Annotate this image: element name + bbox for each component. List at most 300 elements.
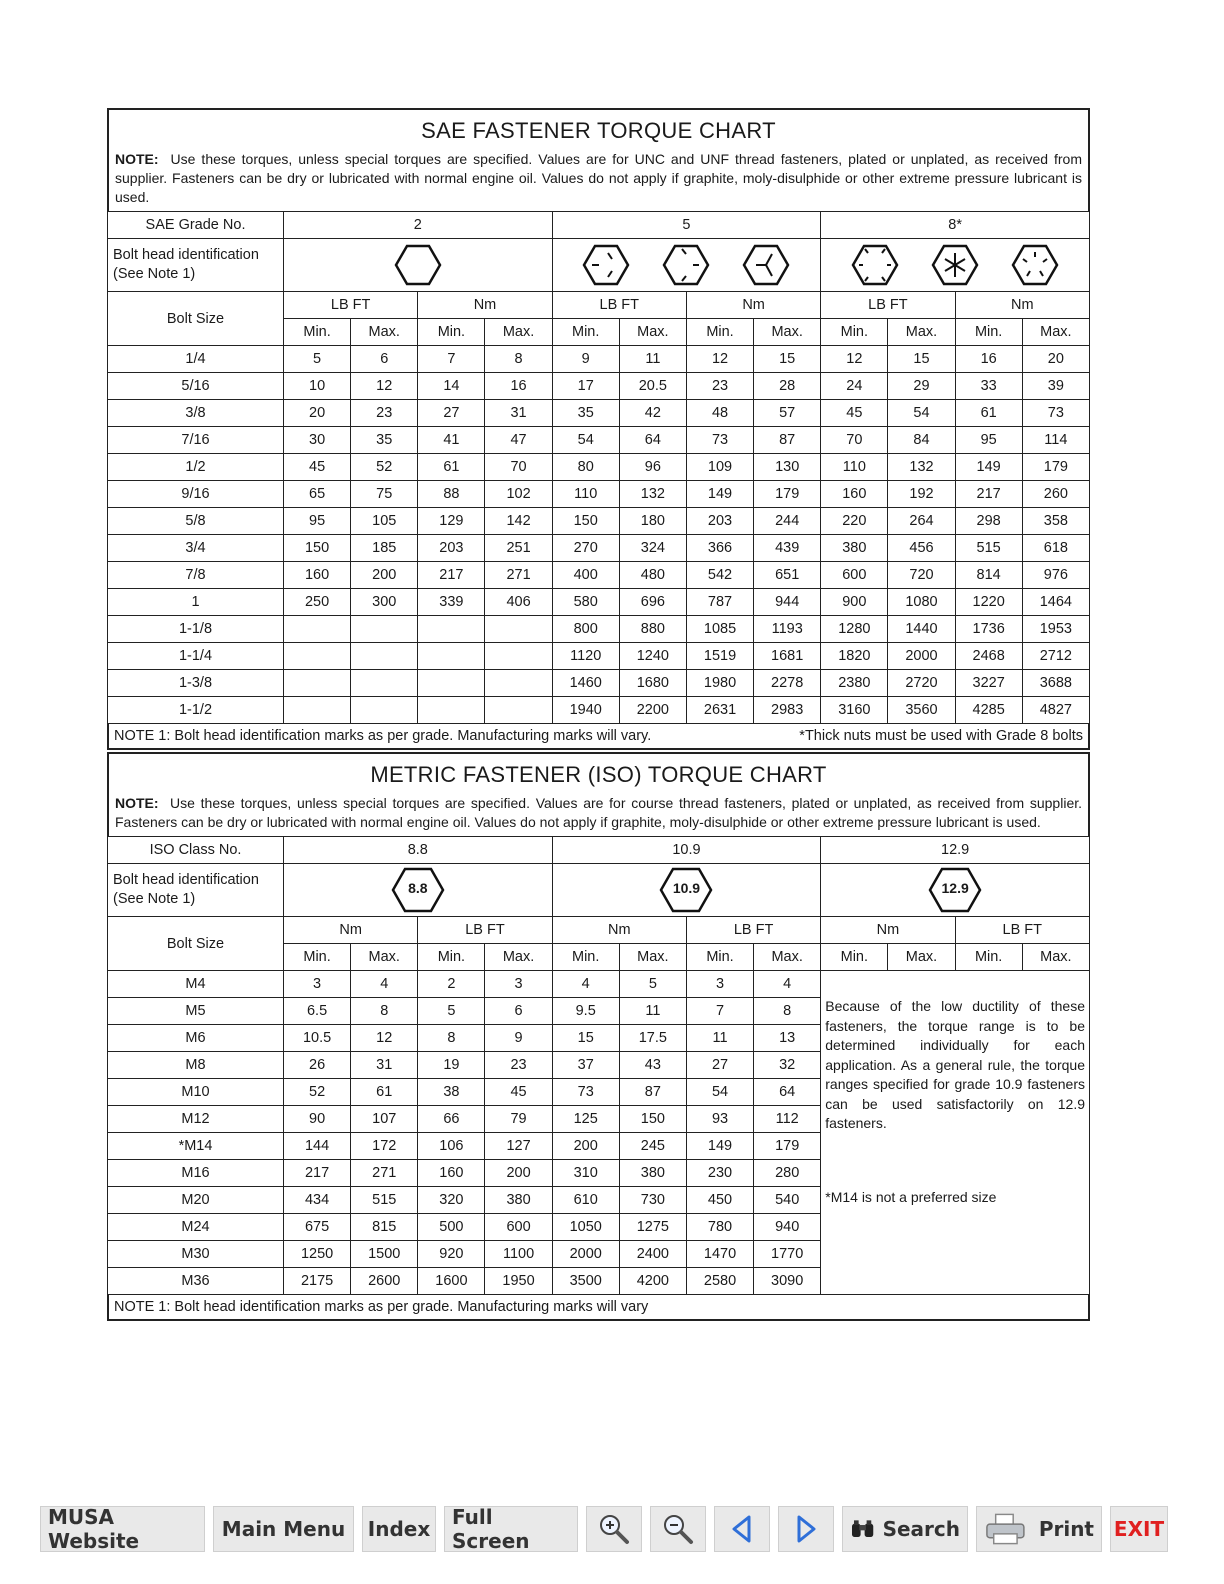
torque-value-cell: 132: [619, 481, 686, 508]
torque-value-cell: 87: [754, 427, 821, 454]
torque-value-cell: 95: [955, 427, 1022, 454]
hex-8-8-icon: [391, 867, 445, 913]
torque-value-cell: 814: [955, 562, 1022, 589]
min-label: Min.: [821, 944, 888, 971]
torque-value-cell: 96: [619, 454, 686, 481]
torque-value-cell: 26: [284, 1052, 351, 1079]
torque-value-cell: 1275: [619, 1214, 686, 1241]
sae-grade-8: 8*: [821, 212, 1090, 239]
grade-8-bolt-heads: [821, 239, 1090, 292]
torque-value-cell: 298: [955, 508, 1022, 535]
torque-value-cell: [485, 670, 552, 697]
sae-bolt-head-label: Bolt head identification (See Note 1): [108, 239, 284, 292]
sae-grade-label: SAE Grade No.: [108, 212, 284, 239]
torque-value-cell: [351, 616, 418, 643]
torque-chart-sheet: [107, 108, 1090, 1321]
torque-value-cell: 11: [619, 998, 686, 1025]
torque-value-cell: 1085: [686, 616, 753, 643]
torque-value-cell: 434: [284, 1187, 351, 1214]
torque-value-cell: 61: [351, 1079, 418, 1106]
bolt-size-cell: M24: [108, 1214, 284, 1241]
torque-value-cell: 29: [888, 373, 955, 400]
grade-8-hex-icon-c: [1011, 243, 1059, 287]
sae-bolt-size-label: Bolt Size: [108, 292, 284, 346]
torque-value-cell: 1470: [686, 1241, 753, 1268]
sae-table-row: [108, 400, 1090, 427]
torque-value-cell: 217: [284, 1160, 351, 1187]
sae-header: [107, 108, 1090, 211]
grade-5-hex-icon-b: [662, 243, 710, 287]
torque-value-cell: 542: [686, 562, 753, 589]
torque-value-cell: 720: [888, 562, 955, 589]
torque-value-cell: 16: [955, 346, 1022, 373]
navigation-toolbar: [40, 1506, 1174, 1554]
torque-value-cell: 6: [485, 998, 552, 1025]
sae-footnote-right: *Thick nuts must be used with Grade 8 bolts: [799, 728, 1083, 744]
torque-value-cell: 780: [686, 1214, 753, 1241]
torque-value-cell: [418, 616, 485, 643]
torque-value-cell: 280: [754, 1160, 821, 1187]
min-label: Min.: [955, 944, 1022, 971]
bolt-size-cell: 1-1/8: [108, 616, 284, 643]
torque-value-cell: 8: [485, 346, 552, 373]
max-label: Max.: [619, 319, 686, 346]
bolt-size-cell: 5/8: [108, 508, 284, 535]
torque-value-cell: 73: [686, 427, 753, 454]
max-label: Max.: [754, 944, 821, 971]
musa-website-button[interactable]: MUSA Website: [40, 1506, 205, 1552]
torque-value-cell: 4: [552, 971, 619, 998]
torque-value-cell: [284, 643, 351, 670]
torque-value-cell: 3560: [888, 697, 955, 724]
sae-note: NOTE: Use these torques, unless special torques are specified. Values are for UNC and UNF thread fasteners, plated or unplated, as received from supplier. Fasteners can be dry or lubricated with normal engine oil. Values do not apply if graphite, moly-disulphide or other extreme pressure lubricant is used.: [115, 151, 1082, 205]
torque-value-cell: 90: [284, 1106, 351, 1133]
torque-value-cell: 127: [485, 1133, 552, 1160]
torque-value-cell: 2000: [888, 643, 955, 670]
torque-value-cell: 3090: [754, 1268, 821, 1295]
torque-value-cell: 43: [619, 1052, 686, 1079]
torque-value-cell: 380: [619, 1160, 686, 1187]
torque-value-cell: 600: [821, 562, 888, 589]
torque-value-cell: 112: [754, 1106, 821, 1133]
iso-class-label: ISO Class No.: [108, 837, 284, 864]
torque-value-cell: 107: [351, 1106, 418, 1133]
min-label: Min.: [284, 319, 351, 346]
torque-value-cell: 580: [552, 589, 619, 616]
iso-class-10-9: 10.9: [552, 837, 821, 864]
torque-value-cell: 54: [888, 400, 955, 427]
torque-value-cell: [351, 643, 418, 670]
sae-g5-nm: Nm: [686, 292, 820, 319]
torque-value-cell: 1100: [485, 1241, 552, 1268]
torque-value-cell: 610: [552, 1187, 619, 1214]
torque-value-cell: [485, 643, 552, 670]
torque-value-cell: 271: [485, 562, 552, 589]
torque-value-cell: 142: [485, 508, 552, 535]
torque-value-cell: 515: [955, 535, 1022, 562]
bolt-size-cell: 1: [108, 589, 284, 616]
torque-value-cell: 1770: [754, 1241, 821, 1268]
torque-value-cell: 52: [351, 454, 418, 481]
iso-bolt-head-row: [108, 864, 1090, 917]
torque-value-cell: 940: [754, 1214, 821, 1241]
grade-12-9-note: [821, 971, 1090, 1295]
previous-page-button[interactable]: [714, 1506, 770, 1552]
torque-value-cell: 4: [351, 971, 418, 998]
torque-value-cell: 7: [418, 346, 485, 373]
bolt-size-cell: 7/16: [108, 427, 284, 454]
torque-value-cell: 179: [754, 481, 821, 508]
torque-value-cell: 6: [351, 346, 418, 373]
torque-value-cell: 149: [686, 481, 753, 508]
torque-value-cell: 13: [754, 1025, 821, 1052]
torque-value-cell: 149: [955, 454, 1022, 481]
torque-value-cell: 160: [284, 562, 351, 589]
torque-value-cell: 125: [552, 1106, 619, 1133]
bolt-size-cell: M8: [108, 1052, 284, 1079]
torque-value-cell: 2400: [619, 1241, 686, 1268]
torque-value-cell: 1460: [552, 670, 619, 697]
torque-value-cell: 500: [418, 1214, 485, 1241]
torque-value-cell: 144: [284, 1133, 351, 1160]
sae-g2-lbft: LB FT: [284, 292, 418, 319]
torque-value-cell: 48: [686, 400, 753, 427]
max-label: Max.: [888, 944, 955, 971]
torque-value-cell: 70: [485, 454, 552, 481]
torque-value-cell: 65: [284, 481, 351, 508]
torque-value-cell: [485, 616, 552, 643]
torque-value-cell: 1280: [821, 616, 888, 643]
torque-value-cell: 179: [1022, 454, 1089, 481]
sae-table-row: [108, 346, 1090, 373]
sae-table-row: [108, 508, 1090, 535]
torque-value-cell: 787: [686, 589, 753, 616]
torque-value-cell: 3500: [552, 1268, 619, 1295]
torque-value-cell: [284, 670, 351, 697]
torque-value-cell: 16: [485, 373, 552, 400]
torque-value-cell: 160: [821, 481, 888, 508]
torque-value-cell: 15: [888, 346, 955, 373]
torque-value-cell: 260: [1022, 481, 1089, 508]
iso-table: [107, 836, 1090, 1295]
torque-value-cell: 150: [552, 508, 619, 535]
torque-value-cell: 380: [485, 1187, 552, 1214]
torque-value-cell: 47: [485, 427, 552, 454]
torque-value-cell: 406: [485, 589, 552, 616]
iso-unit-row: [108, 917, 1090, 944]
torque-value-cell: 3: [284, 971, 351, 998]
torque-value-cell: [351, 697, 418, 724]
torque-value-cell: 95: [284, 508, 351, 535]
max-label: Max.: [1022, 319, 1089, 346]
bolt-size-cell: *M14: [108, 1133, 284, 1160]
torque-value-cell: 6.5: [284, 998, 351, 1025]
torque-value-cell: 2200: [619, 697, 686, 724]
bolt-size-cell: M20: [108, 1187, 284, 1214]
sae-grade-row: [108, 212, 1090, 239]
bolt-size-cell: 1-1/4: [108, 643, 284, 670]
exit-button[interactable]: EXIT: [1110, 1506, 1168, 1552]
zoom-out-icon: [661, 1512, 695, 1546]
torque-value-cell: 203: [418, 535, 485, 562]
min-label: Min.: [955, 319, 1022, 346]
torque-value-cell: 20: [284, 400, 351, 427]
torque-value-cell: 1240: [619, 643, 686, 670]
sae-table-row: [108, 697, 1090, 724]
torque-value-cell: 179: [754, 1133, 821, 1160]
torque-value-cell: 339: [418, 589, 485, 616]
torque-value-cell: 64: [754, 1079, 821, 1106]
iso-109-nm: Nm: [552, 917, 686, 944]
torque-value-cell: 4200: [619, 1268, 686, 1295]
torque-value-cell: 45: [485, 1079, 552, 1106]
bolt-size-cell: 1/2: [108, 454, 284, 481]
torque-value-cell: 87: [619, 1079, 686, 1106]
torque-value-cell: 618: [1022, 535, 1089, 562]
hex-12-9-icon: [928, 867, 982, 913]
search-button[interactable]: [842, 1506, 968, 1552]
torque-value-cell: 15: [552, 1025, 619, 1052]
iso-footnote: [107, 1295, 1090, 1321]
torque-value-cell: 35: [351, 427, 418, 454]
bolt-size-cell: 1-1/2: [108, 697, 284, 724]
torque-value-cell: 129: [418, 508, 485, 535]
torque-value-cell: 57: [754, 400, 821, 427]
torque-value-cell: 600: [485, 1214, 552, 1241]
sae-grade-5: 5: [552, 212, 821, 239]
torque-value-cell: 11: [686, 1025, 753, 1052]
torque-value-cell: 456: [888, 535, 955, 562]
torque-value-cell: 61: [418, 454, 485, 481]
torque-value-cell: 1736: [955, 616, 1022, 643]
torque-value-cell: 61: [955, 400, 1022, 427]
torque-value-cell: 3: [686, 971, 753, 998]
sae-table-row: [108, 643, 1090, 670]
iso-title: METRIC FASTENER (ISO) TORQUE CHART: [370, 762, 827, 787]
torque-value-cell: 1080: [888, 589, 955, 616]
next-page-button[interactable]: [778, 1506, 834, 1552]
torque-value-cell: 9: [485, 1025, 552, 1052]
torque-value-cell: 8: [351, 998, 418, 1025]
binoculars-icon: [850, 1513, 877, 1545]
torque-value-cell: 105: [351, 508, 418, 535]
torque-value-cell: 1440: [888, 616, 955, 643]
torque-value-cell: 11: [619, 346, 686, 373]
print-button[interactable]: [976, 1506, 1102, 1552]
sae-table-row: [108, 454, 1090, 481]
torque-value-cell: 9.5: [552, 998, 619, 1025]
torque-value-cell: 1193: [754, 616, 821, 643]
grade-2-bolt-heads: [284, 239, 553, 292]
grade-8-hex-icon-a: [851, 243, 899, 287]
iso-bolt-size-label: Bolt Size: [108, 917, 284, 971]
torque-value-cell: 3160: [821, 697, 888, 724]
min-label: Min.: [686, 319, 753, 346]
torque-value-cell: 7: [686, 998, 753, 1025]
grade-5-hex-icon-c: [742, 243, 790, 287]
iso-note: NOTE: Use these torques, unless special torques are specified. Values are for course thread fasteners, plated or unplated, as received from supplier. Fasteners can be dry or lubricated with normal engine oil. Values do not apply if graphite, moly-disulphide or other extreme pressure lubricant is used.: [115, 795, 1083, 830]
min-label: Min.: [552, 944, 619, 971]
min-label: Min.: [552, 319, 619, 346]
m14-note: *M14 is not a preferred size: [825, 1188, 997, 1205]
torque-value-cell: 45: [821, 400, 888, 427]
torque-value-cell: 39: [1022, 373, 1089, 400]
torque-value-cell: 1980: [686, 670, 753, 697]
torque-value-cell: 12: [821, 346, 888, 373]
torque-value-cell: 102: [485, 481, 552, 508]
torque-value-cell: 2468: [955, 643, 1022, 670]
torque-value-cell: 4285: [955, 697, 1022, 724]
torque-value-cell: 23: [485, 1052, 552, 1079]
torque-value-cell: 150: [284, 535, 351, 562]
index-button[interactable]: Index: [362, 1506, 436, 1552]
sae-title: SAE FASTENER TORQUE CHART: [421, 118, 776, 143]
torque-value-cell: 366: [686, 535, 753, 562]
torque-value-cell: 245: [619, 1133, 686, 1160]
print-label: Print: [1038, 1517, 1094, 1541]
torque-value-cell: 1953: [1022, 616, 1089, 643]
torque-value-cell: 200: [552, 1133, 619, 1160]
torque-value-cell: 220: [821, 508, 888, 535]
torque-value-cell: 217: [955, 481, 1022, 508]
hex-10-9-label: 10.9: [672, 880, 701, 896]
sae-grade-2: 2: [284, 212, 553, 239]
torque-value-cell: 4827: [1022, 697, 1089, 724]
torque-value-cell: 4: [754, 971, 821, 998]
sae-table-row: [108, 427, 1090, 454]
min-label: Min.: [821, 319, 888, 346]
bolt-size-cell: M10: [108, 1079, 284, 1106]
iso-129-lbft: LB FT: [955, 917, 1089, 944]
torque-value-cell: 20.5: [619, 373, 686, 400]
iso-footnote-text: NOTE 1: Bolt head identification marks as per grade. Manufacturing marks will vary: [114, 1299, 649, 1315]
torque-value-cell: 17.5: [619, 1025, 686, 1052]
torque-value-cell: 109: [686, 454, 753, 481]
torque-value-cell: 110: [821, 454, 888, 481]
torque-value-cell: [418, 643, 485, 670]
bolt-size-cell: M6: [108, 1025, 284, 1052]
torque-value-cell: 200: [485, 1160, 552, 1187]
torque-value-cell: 675: [284, 1214, 351, 1241]
torque-value-cell: 54: [686, 1079, 753, 1106]
torque-value-cell: 80: [552, 454, 619, 481]
torque-value-cell: 5: [418, 998, 485, 1025]
main-menu-button[interactable]: Main Menu: [213, 1506, 354, 1552]
torque-value-cell: 264: [888, 508, 955, 535]
iso-table-row: [108, 971, 1090, 998]
torque-value-cell: 19: [418, 1052, 485, 1079]
torque-value-cell: 1600: [418, 1268, 485, 1295]
torque-value-cell: 540: [754, 1187, 821, 1214]
sae-table-row: [108, 589, 1090, 616]
torque-value-cell: 2580: [686, 1268, 753, 1295]
torque-value-cell: 439: [754, 535, 821, 562]
torque-value-cell: 33: [955, 373, 1022, 400]
torque-value-cell: 8: [418, 1025, 485, 1052]
torque-value-cell: 1250: [284, 1241, 351, 1268]
torque-value-cell: 35: [552, 400, 619, 427]
sae-g5-lbft: LB FT: [552, 292, 686, 319]
sae-table-row: [108, 562, 1090, 589]
torque-value-cell: 450: [686, 1187, 753, 1214]
torque-value-cell: 10.5: [284, 1025, 351, 1052]
torque-value-cell: 2600: [351, 1268, 418, 1295]
class-10-9-bolt-head: [552, 864, 821, 917]
torque-value-cell: 1050: [552, 1214, 619, 1241]
torque-value-cell: 172: [351, 1133, 418, 1160]
zoom-in-icon: [597, 1512, 631, 1546]
torque-value-cell: 23: [351, 400, 418, 427]
torque-value-cell: 800: [552, 616, 619, 643]
bolt-size-cell: 3/4: [108, 535, 284, 562]
torque-value-cell: 70: [821, 427, 888, 454]
torque-value-cell: 3227: [955, 670, 1022, 697]
full-screen-button[interactable]: Full Screen: [444, 1506, 578, 1552]
max-label: Max.: [485, 944, 552, 971]
torque-value-cell: 230: [686, 1160, 753, 1187]
max-label: Max.: [754, 319, 821, 346]
torque-value-cell: 114: [1022, 427, 1089, 454]
torque-value-cell: 651: [754, 562, 821, 589]
iso-bolt-head-label: Bolt head identification (See Note 1): [108, 864, 284, 917]
torque-value-cell: 23: [686, 373, 753, 400]
min-label: Min.: [686, 944, 753, 971]
torque-value-cell: 2720: [888, 670, 955, 697]
torque-value-cell: 10: [284, 373, 351, 400]
torque-value-cell: 300: [351, 589, 418, 616]
torque-value-cell: 200: [351, 562, 418, 589]
sae-g8-nm: Nm: [955, 292, 1089, 319]
min-label: Min.: [418, 319, 485, 346]
iso-class-12-9: 12.9: [821, 837, 1090, 864]
torque-value-cell: 2712: [1022, 643, 1089, 670]
max-label: Max.: [888, 319, 955, 346]
torque-value-cell: 52: [284, 1079, 351, 1106]
plain-hex-icon: [394, 243, 442, 287]
iso-129-nm: Nm: [821, 917, 955, 944]
torque-value-cell: 920: [418, 1241, 485, 1268]
torque-value-cell: 132: [888, 454, 955, 481]
zoom-out-button[interactable]: [650, 1506, 706, 1552]
bolt-size-cell: 1/4: [108, 346, 284, 373]
torque-value-cell: 944: [754, 589, 821, 616]
max-label: Max.: [351, 944, 418, 971]
torque-value-cell: [418, 697, 485, 724]
torque-value-cell: 2380: [821, 670, 888, 697]
zoom-in-button[interactable]: [586, 1506, 642, 1552]
torque-value-cell: 12: [351, 1025, 418, 1052]
torque-value-cell: [284, 616, 351, 643]
hex-8-8-label: 8.8: [408, 880, 428, 896]
sae-table: [107, 211, 1090, 724]
torque-value-cell: 880: [619, 616, 686, 643]
sae-unit-row: [108, 292, 1090, 319]
torque-value-cell: 37: [552, 1052, 619, 1079]
iso-109-lbft: LB FT: [686, 917, 820, 944]
torque-value-cell: 27: [418, 400, 485, 427]
torque-value-cell: 2983: [754, 697, 821, 724]
min-label: Min.: [418, 944, 485, 971]
torque-value-cell: 64: [619, 427, 686, 454]
sae-table-row: [108, 535, 1090, 562]
torque-value-cell: 270: [552, 535, 619, 562]
torque-value-cell: 54: [552, 427, 619, 454]
iso-88-nm: Nm: [284, 917, 418, 944]
torque-value-cell: 8: [754, 998, 821, 1025]
torque-value-cell: 30: [284, 427, 351, 454]
torque-value-cell: 1681: [754, 643, 821, 670]
torque-value-cell: 217: [418, 562, 485, 589]
